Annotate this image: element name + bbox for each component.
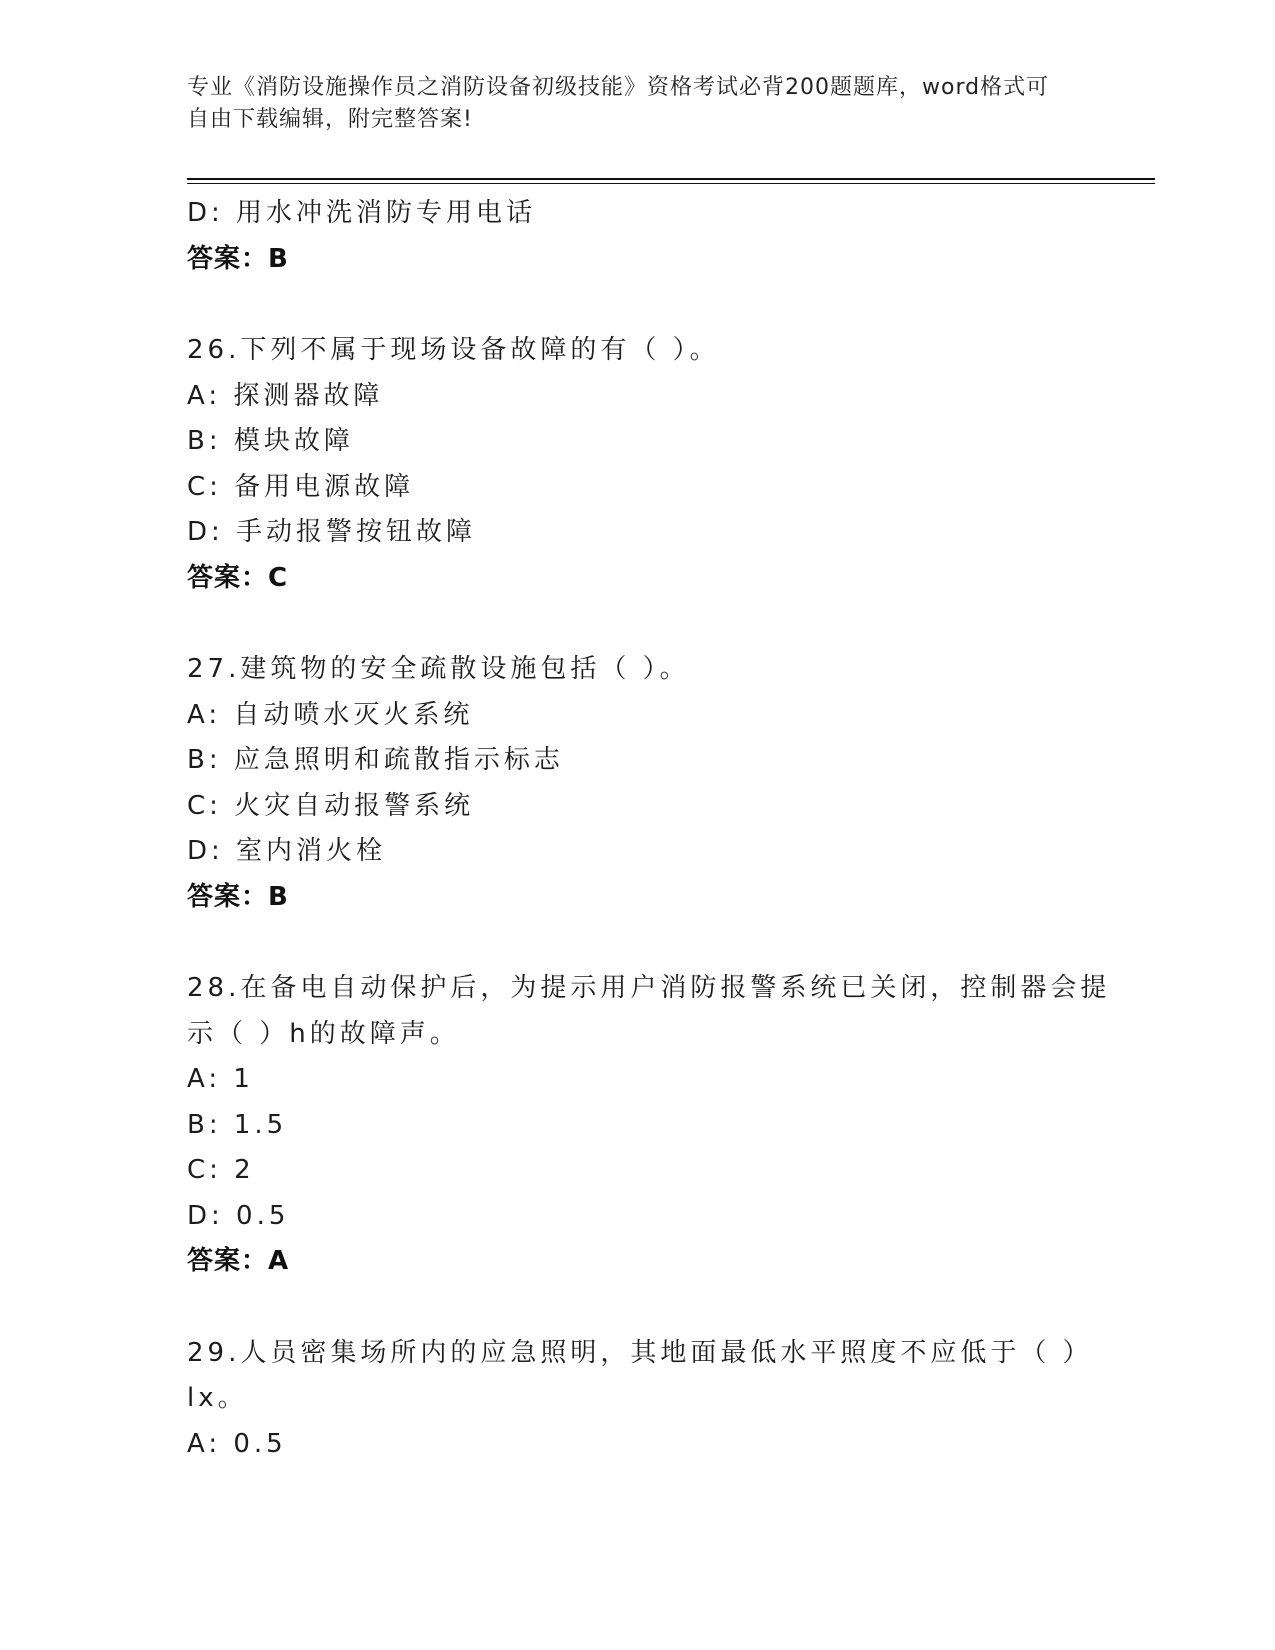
answer-line: 答案：B — [187, 243, 289, 274]
option-d: D: 用水冲洗消防专用电话 — [187, 198, 537, 228]
option-a: A: 探测器故障 — [187, 380, 384, 411]
answer-line: 答案：A — [187, 1246, 290, 1276]
option-a: A: 自动喷水灭火系统 — [187, 699, 474, 730]
option-c: C: 2 — [187, 1155, 255, 1185]
question-stem-line-1: 28.在备电自动保护后，为提示用户消防报警系统已关闭，控制器会提 — [187, 973, 1111, 1003]
spacer — [187, 920, 1087, 966]
question-stem: 26.下列不属于现场设备故障的有（ ）。 — [187, 335, 720, 365]
question-stem-line-2: 示（ ）h的故障声。 — [187, 1018, 460, 1049]
spacer — [187, 601, 1087, 647]
document-header — [187, 72, 1067, 136]
option-a: A: 0.5 — [187, 1428, 287, 1459]
spacer — [187, 282, 1087, 328]
option-a: A: 1 — [187, 1064, 254, 1094]
question-list — [187, 191, 1111, 1467]
question-stem: 27.建筑物的安全疏散设施包括（ ）。 — [187, 654, 690, 684]
answer-line: 答案：B — [187, 881, 289, 912]
option-d: D: 手动报警按钮故障 — [187, 517, 477, 547]
option-c: C: 火灾自动报警系统 — [187, 790, 475, 821]
header-rule-thin — [187, 183, 1155, 184]
question-stem-line-2: lx。 — [187, 1383, 248, 1413]
option-b: B: 1.5 — [187, 1109, 288, 1140]
header-text: 专业《消防设施操作员之消防设备初级技能》资格考试必背200题题库，word格式可自由下载编辑，附完整答案! — [187, 75, 1050, 132]
option-d: D: 室内消火栓 — [187, 836, 387, 866]
header-rule-thick — [187, 178, 1155, 180]
spacer — [187, 1285, 1087, 1331]
option-c: C: 备用电源故障 — [187, 471, 415, 502]
option-b: B: 应急照明和疏散指示标志 — [187, 745, 564, 775]
option-d: D: 0.5 — [187, 1200, 290, 1231]
question-stem-line-1: 29.人员密集场所内的应急照明，其地面最低水平照度不应低于（ ） — [187, 1337, 1093, 1368]
answer-line: 答案：C — [187, 562, 289, 593]
option-b: B: 模块故障 — [187, 426, 354, 456]
